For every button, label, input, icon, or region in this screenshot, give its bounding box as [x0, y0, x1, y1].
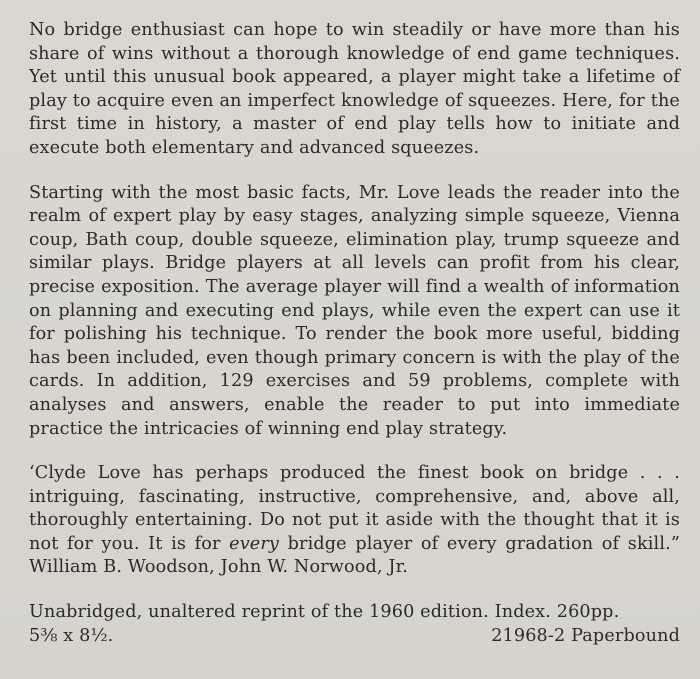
review-quote [29, 462, 680, 580]
edition-info [29, 601, 680, 648]
book-size: 5⅜ x 8½. [29, 625, 114, 646]
quote-text-end: bridge player of every gradation of skill.” William B. Woodson, John W. Norwood, Jr. [29, 533, 680, 578]
catalog-number: 21968-2 Paperbound [491, 625, 680, 646]
edition-line: Unabridged, unaltered reprint of the 1960 edition. Index. 260pp. [29, 602, 620, 623]
description-paragraph-1: No bridge enthusiast can hope to win steadily or have more than his share of wins without a thorough knowledge of end game techniques. Yet until this unusual book appeared, a player might take a lifetime of play to acquire even an imperfect knowledge of squeezes. Here, for the first time in history, a master of end play tells how to initiate and execute both elementary and advanced squeezes. [29, 20, 680, 158]
edition-footer-row [29, 625, 680, 649]
quote-text-start: ‘Clyde Love has perhaps produced the finest book on bridge . . . intriguing, fascinating, instructive, comprehensive, and, above all, thoroughly entertaining. Do not put it aside with the thought that it is not for you. It is for [29, 463, 680, 554]
quote-emphasis: every [229, 533, 280, 554]
description-paragraph-2: Starting with the most basic facts, Mr. Love leads the reader into the realm of expert play by easy stages, analyzing simple squeeze, Vienna coup, Bath coup, double squeeze, elimination play, trump squeeze and similar plays. Bridge players at all levels can profit from his clear, precise exposition. The average player will find a wealth of information on planning and executing end plays, while even the expert can use it for polishing his technique. To render the book more useful, bidding has been included, even though primary concern is with the play of the cards. In addition, 129 exercises and 59 problems, complete with analyses and answers, enable the reader to put into immediate practice the intricacies of winning end play strategy. [29, 182, 680, 439]
